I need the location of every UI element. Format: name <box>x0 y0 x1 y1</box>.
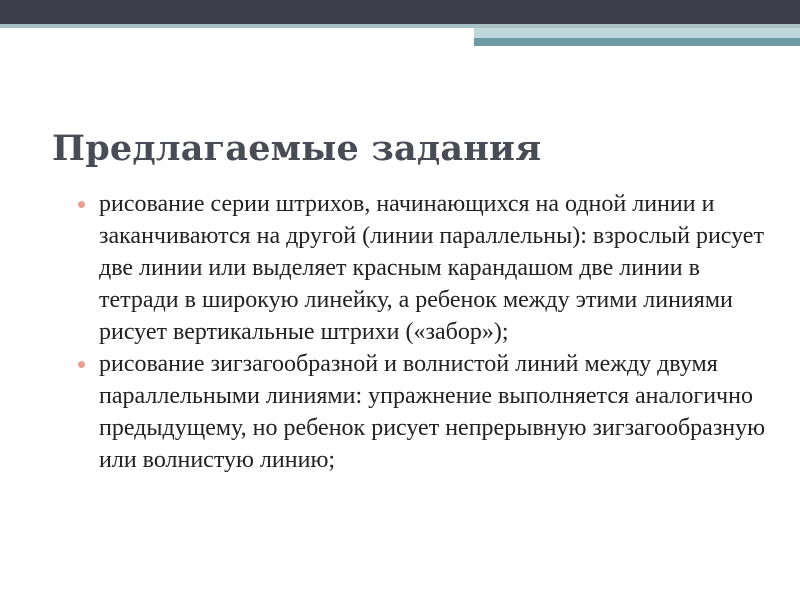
slide-title: Предлагаемые задания <box>52 128 542 169</box>
bullet-item <box>78 348 778 476</box>
header-accent-block-dark <box>474 38 800 46</box>
header-accent-strip <box>0 24 800 42</box>
header-band <box>0 0 800 24</box>
bullet-list <box>78 188 778 476</box>
bullet-dot-icon <box>78 201 85 208</box>
bullet-item <box>78 188 778 348</box>
bullet-text: рисование серии штрихов, начинающихся на одной линии и заканчиваются на другой (линии параллельны): взрослый рисует две линии или выделяет красным карандашом две линии в тетради в широкую линейку, а ребенок между этими линиями рисует вертикальные штрихи («забор»); <box>99 191 764 345</box>
header-accent-block-light <box>474 28 800 38</box>
bullet-dot-icon <box>78 361 85 368</box>
bullet-text: рисование зигзагообразной и волнистой линий между двумя параллельными линиями: упражнение выполняется аналогично предыдущему, но ребенок рисует непрерывную зигзагообразную или волнистую линию; <box>99 351 766 473</box>
